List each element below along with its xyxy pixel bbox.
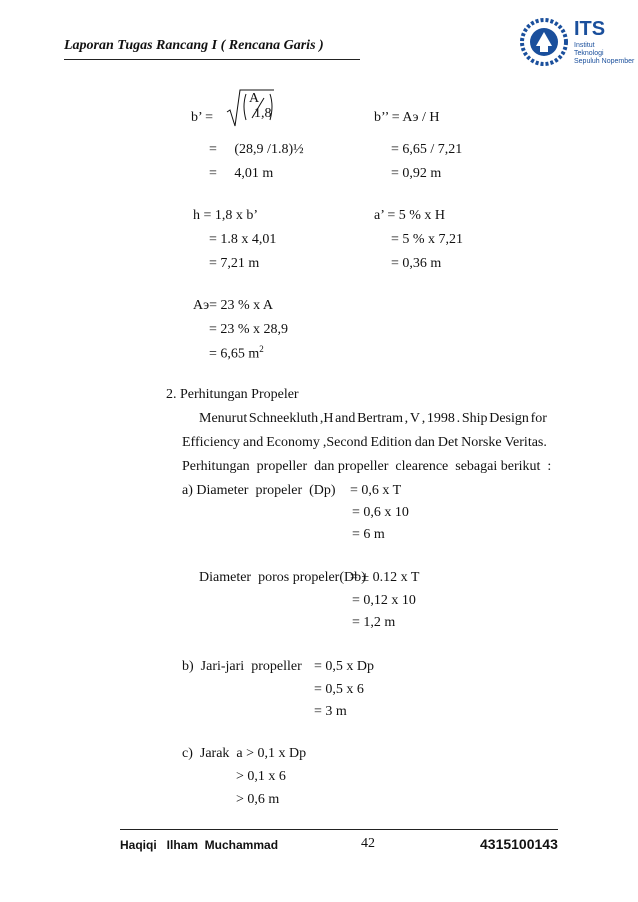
para-word: , (421, 411, 426, 426)
para-word: Norske (461, 435, 502, 450)
para-line-1 (199, 411, 547, 427)
h-line-2: = 1.8 x 4,01 (209, 232, 277, 247)
student-id: 4315100143 (480, 836, 558, 852)
b-double-prime-line-2: = 6,65 / 7,21 (391, 142, 463, 157)
para-word: Efficiency (182, 435, 241, 450)
item-b-eq-2: = 0,5 x 6 (314, 682, 364, 697)
logo-sub-2: Teknologi (574, 50, 604, 57)
para-word: Menurut (199, 411, 248, 426)
para-word: Edition (370, 435, 412, 450)
logo-sub-3: Sepuluh Nopember (574, 58, 635, 65)
item-a-eq-1: = 0,6 x T (350, 483, 402, 498)
item-a-label: a) Diameter propeler (Dp) (182, 483, 336, 498)
sqrt-numerator: A (249, 91, 260, 106)
b-double-prime-line-1: b’’ = Aэ / H (374, 110, 440, 125)
sqrt-denominator: 1,8 (254, 106, 272, 121)
db-eq-2: = 0,12 x 10 (352, 593, 416, 608)
a-e-line-3-exp: 2 (259, 344, 264, 354)
a-e-line-2: = 23 % x 28,9 (209, 322, 289, 337)
para-word: Schneekluth (248, 411, 319, 426)
a-prime-line-1: a’ = 5 % x H (374, 208, 446, 223)
para-word: , (404, 411, 409, 426)
para-word: and (243, 435, 264, 450)
item-a-eq-2: = 0,6 x 10 (352, 505, 409, 520)
para-word: Det (437, 435, 459, 450)
item-a-eq-3: = 6 m (352, 527, 385, 542)
footer-divider (120, 829, 558, 830)
para-line-3: Perhitungan propeller dan propeller clearence sebagai berikut : (182, 459, 552, 474)
para-word: for (530, 411, 547, 426)
para-word: V (409, 411, 420, 426)
para-word: Design (489, 411, 529, 426)
b-prime-label: b’ = (191, 110, 214, 125)
para-word: Economy (266, 435, 320, 450)
para-word: Ship (461, 411, 488, 426)
header-divider (64, 59, 360, 60)
sqrt-formula (226, 88, 276, 128)
its-logo (516, 12, 635, 72)
item-b-eq-1: = 0,5 x Dp (314, 659, 375, 674)
a-prime-line-2: = 5 % x 7,21 (391, 232, 464, 247)
b-prime-line-3: = 4,01 m (209, 166, 274, 181)
item-b-eq-3: = 3 m (314, 704, 347, 719)
para-word: Bertram (357, 411, 403, 426)
para-word: Veritas. (504, 435, 547, 450)
b-prime-line-2: = (28,9 /1.8)½ (209, 142, 304, 157)
db-eq-3: = 1,2 m (352, 615, 396, 630)
item-c-line-1: c) Jarak a > 0,1 x Dp (182, 746, 307, 761)
report-title: Laporan Tugas Rancang I ( Rencana Garis ) (64, 38, 324, 53)
item-c-line-3: > 0,6 m (236, 792, 280, 807)
h-line-1: h = 1,8 x b’ (193, 208, 259, 223)
logo-text: ITS (574, 18, 606, 40)
item-b-label: b) Jari-jari propeller (182, 659, 302, 674)
section-2-heading: 2. Perhitungan Propeler (166, 387, 299, 402)
para-word: . (456, 411, 461, 426)
page-number: 42 (361, 836, 375, 851)
para-word: dan (414, 435, 435, 450)
a-e-line-1: Aэ= 23 % x A (193, 298, 274, 313)
b-double-prime-line-3: = 0,92 m (391, 166, 442, 181)
para-word: ,Second (322, 435, 368, 450)
para-line-2 (182, 435, 547, 451)
para-word: ,H (319, 411, 334, 426)
a-e-line-3-base: = 6,65 m (209, 346, 260, 362)
a-e-line-3 (209, 344, 264, 363)
item-c-line-2: > 0,1 x 6 (236, 769, 286, 784)
para-word: 1998 (426, 411, 455, 426)
para-word: and (335, 411, 356, 426)
h-line-3: = 7,21 m (209, 256, 260, 271)
db-label: Diameter poros propeler(Db) (199, 570, 366, 585)
a-prime-line-3: = 0,36 m (391, 256, 442, 271)
logo-sub-1: Institut (574, 42, 595, 49)
db-eq-1: = ± 0.12 x T (350, 570, 420, 585)
author-name: Haqiqi Ilham Muchammad (120, 838, 279, 852)
